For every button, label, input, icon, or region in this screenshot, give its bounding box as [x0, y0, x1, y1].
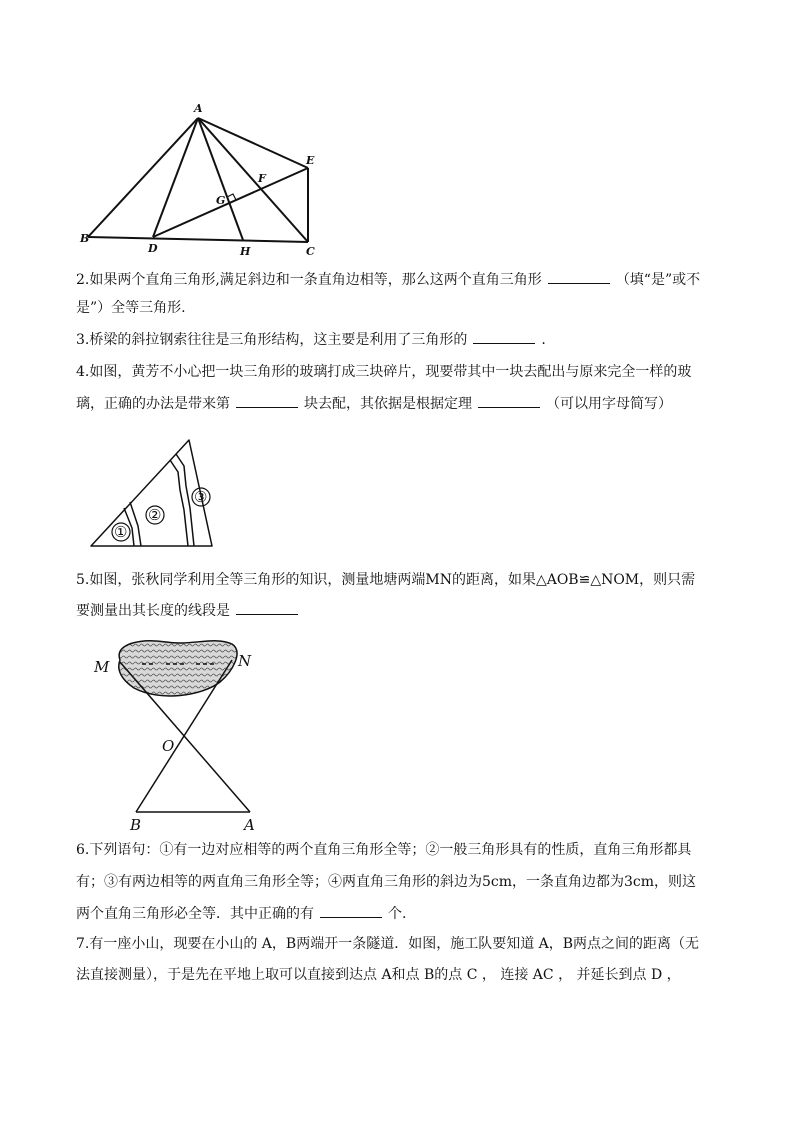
q4-text-b: 块去配，其依据是根据定理 — [304, 396, 472, 412]
label-B: B — [130, 816, 142, 834]
label-O: O — [162, 737, 175, 755]
q6-line3 — [76, 903, 724, 924]
q4-line2 — [76, 393, 724, 414]
q2-line2: 是”）全等三角形. — [76, 300, 186, 316]
q2-line1 — [76, 269, 724, 290]
q4-text-c: （可以用字母简写） — [546, 396, 672, 412]
q5-text: 要测量出其长度的线段是 — [76, 603, 230, 619]
label-G: G — [216, 194, 226, 207]
label-E: E — [306, 154, 315, 167]
label-N: N — [238, 652, 252, 670]
q2-answer-blank[interactable] — [548, 269, 610, 284]
q3-text: 3.桥梁的斜拉钢索往往是三角形结构，这主要是利用了三角形的 — [76, 332, 468, 348]
q4-line1: 4.如图，黄芳不小心把一块三角形的玻璃打成三块碎片，现要带其中一块去配出与原来完全一样的玻 — [76, 364, 692, 380]
figure-pond-measurement — [92, 630, 272, 832]
q6-line2: 有；③有两边相等的两直角三角形全等；④两直角三角形的斜边为5cm，一条直角边都为3cm，则这 — [76, 874, 697, 890]
piece-2-label: ② — [148, 506, 162, 524]
q7-line2: 法直接测量），于是先在平地上取可以直接到达点 A和点 B的点 C ， 连接 AC ， 并延长到点 D ， — [76, 967, 681, 983]
q4-text-a: 璃，正确的办法是带来第 — [76, 396, 230, 412]
q6-answer-blank[interactable] — [320, 903, 382, 918]
q3-tail: . — [541, 332, 546, 348]
piece-1-label: ① — [114, 523, 128, 541]
q4-answer-blank-1[interactable] — [236, 393, 298, 408]
q7-line1: 7.有一座小山，现要在小山的 A，B两端开一条隧道．如图，施工队要知道 A，B两点之间的距离（无 — [76, 936, 700, 952]
label-A: A — [244, 816, 255, 834]
label-F: F — [258, 172, 266, 185]
label-M: M — [94, 658, 110, 676]
q5-line1: 5.如图，张秋同学利用全等三角形的知识，测量地塘两端MN的距离，如果△AOB≌△NOM，则只需 — [76, 572, 696, 588]
label-H: H — [240, 245, 251, 258]
label-C: C — [306, 245, 315, 258]
q2-text: 2.如果两个直角三角形,满足斜边和一条直角边相等，那么这两个直角三角形 — [76, 272, 542, 288]
figure-triangle-abc — [80, 100, 320, 258]
label-B: B — [80, 232, 90, 245]
q3-answer-blank[interactable] — [473, 329, 535, 344]
q6-text-b: 个. — [388, 906, 407, 922]
q3-line — [76, 329, 724, 350]
q6-line1: 6.下列语句：①有一边对应相等的两个直角三角形全等；②一般三角形具有的性质，直角三角形都具 — [76, 842, 692, 858]
q2-text-tail: （填“是”或不 — [615, 272, 701, 288]
q5-answer-blank[interactable] — [236, 600, 298, 615]
q4-answer-blank-2[interactable] — [478, 393, 540, 408]
figure-broken-glass — [88, 436, 218, 548]
piece-3-label: ③ — [194, 488, 208, 506]
q6-text-a: 两个直角三角形必全等．其中正确的有 — [76, 906, 314, 922]
label-D: D — [148, 242, 158, 255]
label-A: A — [194, 102, 203, 115]
q5-line2 — [76, 600, 724, 621]
